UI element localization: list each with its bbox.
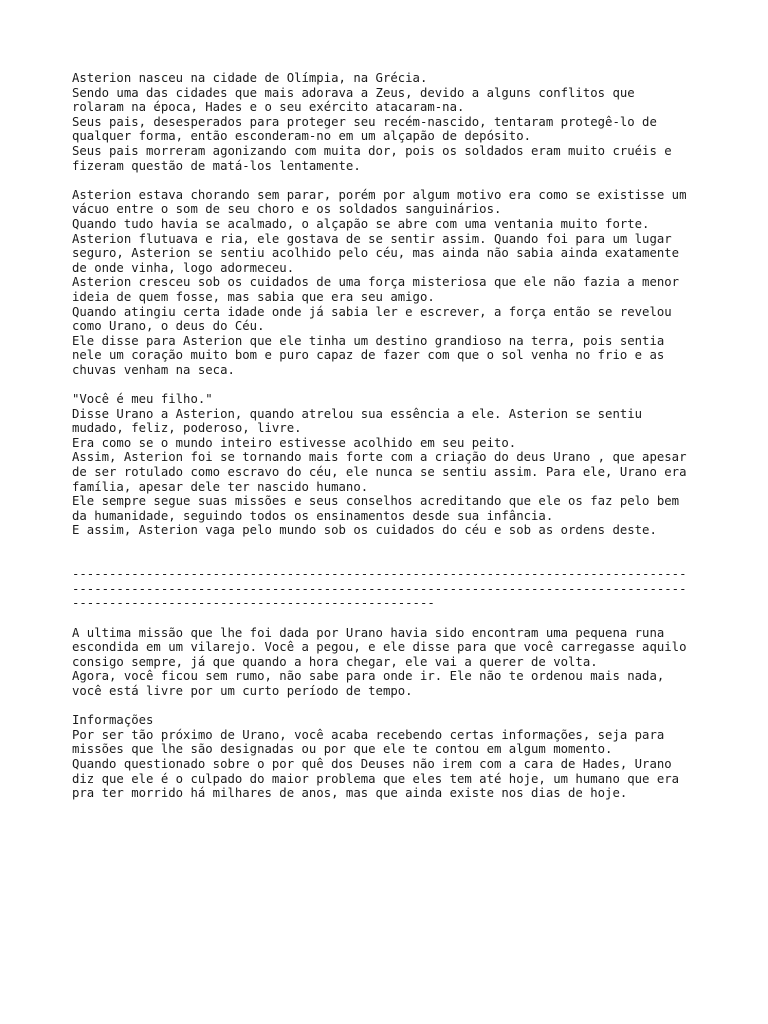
text-line: Asterion estava chorando sem parar, porém por algum motivo era como se existisse um bbox=[72, 187, 687, 202]
text-line: missões que lhe são designadas ou por que ele te contou em algum momento. bbox=[72, 742, 613, 757]
text-line: você está livre por um curto período de tempo. bbox=[72, 683, 413, 698]
text-line: Disse Urano a Asterion, quando atrelou sua essência a ele. Asterion se sentiu bbox=[72, 406, 643, 421]
paragraph-mission bbox=[72, 626, 702, 699]
dashed-separator bbox=[72, 567, 702, 611]
paragraph-spacer bbox=[72, 611, 702, 626]
text-line: E assim, Asterion vaga pelo mundo sob os cuidados do céu e sob as ordens deste. bbox=[72, 523, 657, 538]
paragraph-childhood bbox=[72, 188, 702, 378]
text-line: chuvas venham na seca. bbox=[72, 362, 235, 377]
text-line: Era como se o mundo inteiro estivesse acolhido em seu peito. bbox=[72, 435, 517, 450]
text-line: Ele disse para Asterion que ele tinha um destino grandioso na terra, pois sentia bbox=[72, 333, 665, 348]
text-line: mudado, feliz, poderoso, livre. bbox=[72, 421, 302, 436]
text-line: da humanidade, seguindo todos os ensinamentos desde sua infância. bbox=[72, 508, 554, 523]
text-line: escondida em um vilarejo. Você a pegou, e ele disse para que você carregasse aquilo bbox=[72, 640, 687, 655]
text-line: Seus pais, desesperados para proteger seu recém-nascido, tentaram protegê-lo de bbox=[72, 114, 657, 129]
section-heading: Informações bbox=[72, 713, 154, 728]
text-line: Por ser tão próximo de Urano, você acaba recebendo certas informações, seja para bbox=[72, 727, 665, 742]
paragraph-spacer bbox=[72, 699, 702, 714]
text-line: ideia de quem fosse, mas sabia que era seu amigo. bbox=[72, 289, 435, 304]
paragraph-informacoes bbox=[72, 713, 702, 801]
document-body bbox=[72, 71, 702, 801]
text-line: Asterion flutuava e ria, ele gostava de se sentir assim. Quando foi para um lugar bbox=[72, 231, 672, 246]
text-line: de onde vinha, logo adormeceu. bbox=[72, 260, 295, 275]
paragraph-spacer bbox=[72, 173, 702, 188]
text-line: vácuo entre o som de seu choro e os soldados sanguinários. bbox=[72, 202, 502, 217]
text-line: rolaram na época, Hades e o seu exército atacaram-na. bbox=[72, 100, 465, 115]
text-line: Quando tudo havia se acalmado, o alçapão se abre com uma ventania muito forte. bbox=[72, 216, 650, 231]
text-line: nele um coração muito bom e puro capaz de fazer com que o sol venha no frio e as bbox=[72, 348, 665, 363]
text-line: de ser rotulado como escravo do céu, ele nunca se sentiu assim. Para ele, Urano era bbox=[72, 465, 687, 480]
text-line: família, apesar dele ter nascido humano. bbox=[72, 479, 369, 494]
text-line: "Você é meu filho." bbox=[72, 392, 213, 407]
text-line: pra ter morrido há milhares de anos, mas que ainda existe nos dias de hoje. bbox=[72, 786, 628, 801]
text-line: Quando atingiu certa idade onde já sabia ler e escrever, a força então se revelou bbox=[72, 304, 672, 319]
text-line: Ele sempre segue suas missões e seus conselhos acreditando que ele os faz pelo bem bbox=[72, 494, 680, 509]
text-line: Asterion nasceu na cidade de Olímpia, na Grécia. bbox=[72, 71, 428, 85]
text-line: Seus pais morreram agonizando com muita dor, pois os soldados eram muito cruéis e bbox=[72, 143, 672, 158]
paragraph-origin bbox=[72, 71, 702, 173]
separator-line: ----------------------------------------------------------------------------------- bbox=[72, 567, 687, 582]
text-line: seguro, Asterion se sentiu acolhido pelo céu, mas ainda não sabia ainda exatamente bbox=[72, 246, 680, 261]
text-line: consigo sempre, já que quando a hora chegar, ele vai a querer de volta. bbox=[72, 654, 598, 669]
text-line: como Urano, o deus do Céu. bbox=[72, 319, 265, 334]
text-line: diz que ele é o culpado do maior problema que eles tem até hoje, um humano que era bbox=[72, 771, 680, 786]
text-line: Quando questionado sobre o por quê dos Deuses não irem com a cara de Hades, Urano bbox=[72, 756, 672, 771]
text-line: Sendo uma das cidades que mais adorava a Zeus, devido a alguns conflitos que bbox=[72, 85, 635, 100]
text-line: qualquer forma, então esconderam-no em um alçapão de depósito. bbox=[72, 129, 532, 144]
text-line: A ultima missão que lhe foi dada por Urano havia sido encontram uma pequena runa bbox=[72, 625, 665, 640]
paragraph-urano bbox=[72, 392, 702, 538]
text-line: fizeram questão de matá-los lentamente. bbox=[72, 158, 361, 173]
text-line: Asterion cresceu sob os cuidados de uma força misteriosa que ele não fazia a menor bbox=[72, 275, 680, 290]
paragraph-spacer bbox=[72, 538, 702, 567]
paragraph-spacer bbox=[72, 377, 702, 392]
separator-line: ----------------------------------------------------------------------------------- bbox=[72, 581, 687, 596]
text-line: Agora, você ficou sem rumo, não sabe para onde ir. Ele não te ordenou mais nada, bbox=[72, 669, 665, 684]
text-line: Assim, Asterion foi se tornando mais forte com a criação do deus Urano , que apesar bbox=[72, 450, 687, 465]
separator-line: ------------------------------------------------- bbox=[72, 596, 435, 611]
